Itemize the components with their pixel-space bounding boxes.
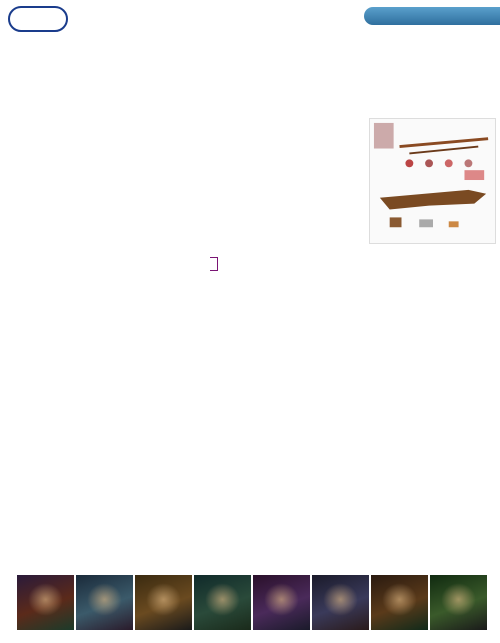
section-banner	[364, 7, 500, 25]
bracket-mark	[210, 257, 218, 271]
drug-thumbnail	[135, 575, 192, 630]
chart-preview-image	[369, 118, 496, 244]
drug-thumbnail	[194, 575, 251, 630]
shotgun-illustration	[370, 119, 495, 243]
drug-thumbnail	[17, 575, 74, 630]
drug-thumbnail	[371, 575, 428, 630]
drug-thumbnail	[312, 575, 369, 630]
figure-photo	[374, 123, 394, 149]
drug-thumbnail	[253, 575, 310, 630]
drug-thumbnail	[430, 575, 487, 630]
drug-thumbnail	[76, 575, 133, 630]
drug-chart-thumbnails	[17, 575, 487, 630]
brand-logo	[8, 6, 68, 32]
